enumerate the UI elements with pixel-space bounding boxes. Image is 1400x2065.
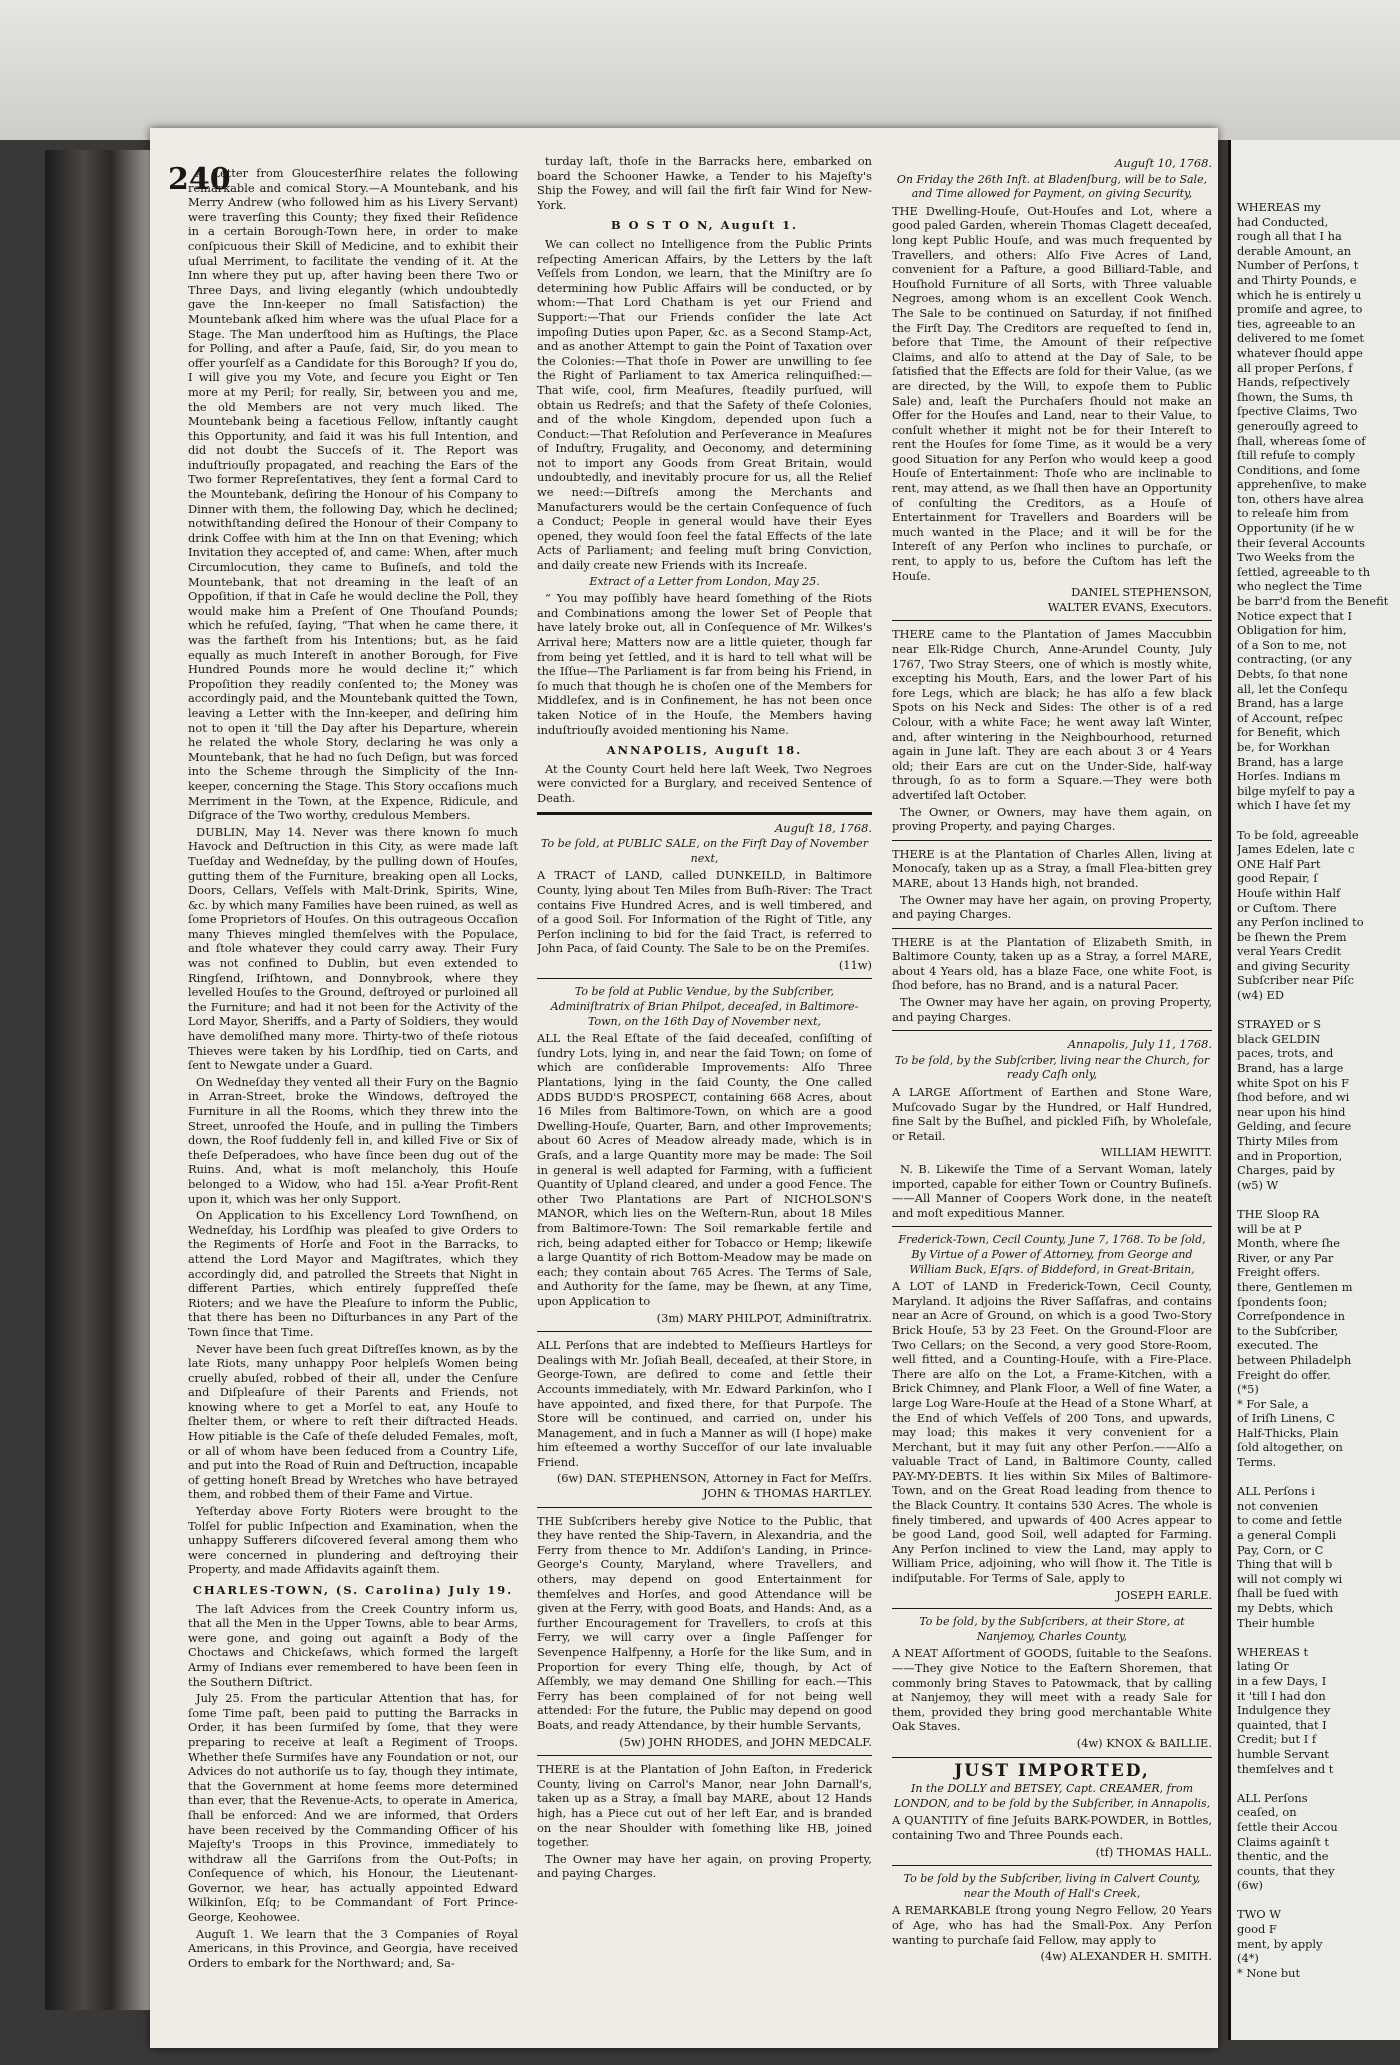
facing-page-line: ſold altogether, on bbox=[1237, 1440, 1343, 1455]
ad-signature bbox=[892, 585, 1212, 614]
facing-page-line: To be ſold, agreeable bbox=[1237, 827, 1359, 842]
facing-page-line: contracting, (or any bbox=[1237, 652, 1352, 667]
charlestown-articles bbox=[188, 1602, 518, 1971]
ad-heading: To be ſold, by the Subſcriber, living near the Church, for ready Caſh only, bbox=[894, 1053, 1210, 1082]
facing-page-line: Month, where ſhe bbox=[1237, 1236, 1340, 1251]
facing-page-line: ton, others have alrea bbox=[1237, 491, 1364, 506]
facing-page-line: ſpondents ſoon; bbox=[1237, 1294, 1328, 1309]
annapolis-heading: ANNAPOLIS, Auguſt 18. bbox=[606, 743, 803, 758]
article-paragraph: DUBLIN, May 14. Never was there known ſo much Havock and Deſtruction in this City, as were made laſt Tueſday and Wedneſday, by the pulling down of Houſes, gutting them of the Furniture, breaking open all Locks, Doors, Cellars, Veſſels with Malt-Drink, Spirits, Wine, &c. by which many Families have been ruined, as well as ſome Proprietors of Houſes. On this outrageous Occaſion many Thieves mingled themſelves with the Populace, and ſtole whatever they could carry away. Their Fury was not confined to Dublin, but even extended to Ringſend, Iriſhtown, and Donnybrook, where they levelled Houſes to the Ground, deſtroyed or purloined all the Furniture; and had it not been for the Activity of the Lord Mayor, Sheriffs, and a Party of Soldiers, they would have demoliſhed many more. Thirty-two of theſe riotous Thieves were taken by his Lordſhip, tied on Carts, and ſent to Newgate under a Guard. bbox=[188, 824, 518, 1073]
facing-page-line: lating Or bbox=[1237, 1659, 1289, 1674]
divider bbox=[537, 1507, 872, 1508]
ad-signature bbox=[892, 1949, 1212, 1964]
executors-role: Executors. bbox=[1150, 599, 1212, 614]
facing-page-line: to releaſe him from bbox=[1237, 506, 1349, 521]
facing-page-line: Thirty Miles from bbox=[1237, 1134, 1339, 1148]
facing-page-line: (w5) W bbox=[1237, 1177, 1279, 1192]
facing-page-line: Their humble bbox=[1237, 1615, 1315, 1630]
ad-signature: WILLIAM HEWITT. bbox=[1100, 1145, 1212, 1160]
ad-heading: Frederick-Town, Cecil County, June 7, 1768. To be ſold, By Virtue of a Power of Attorney, from George and William Buck, Eſqrs. of Biddeford, in Great-Britain, bbox=[898, 1233, 1206, 1276]
facing-page-line: Subſcriber near Piſc bbox=[1237, 973, 1355, 988]
facing-page-line: Thing that will b bbox=[1237, 1557, 1333, 1572]
facing-page-line: Number of Perſons, t bbox=[1237, 258, 1359, 273]
book-spine bbox=[45, 150, 155, 2010]
article-paragraph: The laſt Advices from the Creek Country inform us, that all the Men in the Upper Towns, able to bear Arms, were gone, and going out againſt a Body of the Choctaws and Chickeſaws, which formed the largeſt Army of Indians ever remembered to have been ſeen in the Southern Diſtrict. bbox=[188, 1601, 518, 1689]
facing-page-column bbox=[1237, 200, 1400, 2030]
ad-lot-of-land: A LOT of LAND in Frederick-Town, Cecil County, Maryland. It adjoins the River Saſſafras, and contains near an Acre of Ground, on which is a good Two-Story Brick Houſe, 53 by 23 Feet. On the Ground-Floor are Two Cellars; on the Second, a very good Store-Room, well fitted, and a Counting-Houſe, with a Fire-Place. There are alſo on the Lot, a Frame-Kitchen, with a Brick Chimney, and Plank Floor, a Well of fine Water, a large Log Ware-Houſe at the Head of a Stone Wharf, at the End of which Veſſels of 200 Tons, and upwards, may load; this makes it very convenient for a Merchant, but it may ſuit any other Perſon.——Alſo a valuable Tract of Land, in Baltimore County, called PAY-MY-DEBTS. It lies within Six Miles of Baltimore-Town, and on the Great Road leading from thence to the Black Country. It contains 530 Acres. The whole is finely timbered, and upwards of 400 Acres appear to be good Land, good Soil, well adapted for Farming. Any Perſon inclined to view the Land, may apply to William Price, adjoining, who will ſhow it. The Title is indiſputable. For Terms of Sale, apply to bbox=[892, 1279, 1212, 1586]
facing-page-line: executed. The bbox=[1237, 1338, 1319, 1353]
ad-signature: (5w) JOHN RHODES, and JOHN MEDCALF. bbox=[619, 1734, 872, 1749]
facing-page-line: generouſly agreed to bbox=[1237, 418, 1359, 433]
facing-page-line: their ſeveral Accounts bbox=[1237, 535, 1365, 550]
article-paragraph: A Letter from Gloucesterſhire relates the following remarkable and comical Story.—A Mountebank, and his Merry Andrew (who followed him as his Livery Servant) were traverſing this County; they fixed their Reſidence in a certain Borough-Town here, in order to make conſpicuous their Skill of Medicine, and to exhibit their uſual Merriment, to facilitate the vending of it. At the Inn where they put up, after having been there Two or Three Days, and living elegantly (which undoubtedly gave the Inn-keeper no ſmall Satisfaction) the Mountebank aſked him where was the uſual Place for a Stage. The Man underſtood him as Huſtings, the Place for Polling, and after a Pauſe, ſaid, Sir, do you mean to offer yourſelf as a Candidate for this Borough? If you do, I will give you my Vote, and ſecure you Eight or Ten more at my Peril; for really, Sir, between you and me, the old Members are not very much liked. The Mountebank being a facetious Fellow, inſtantly caught this Opportunity, and ſaid it was his full Intention, and did not doubt the Succeſs of it. The Report was induſtriouſly propagated, and reaching the Ears of the Two former Repreſentatives, they ſent a formal Card to the Mountebank, deſiring the Honour of his Company to Dinner with them, the following Day, which he declined; notwithſtanding deſired the Honour of their Company to drink Coffee with him at the Inn on that Evening; which Invitation they accepted of, and came: When, after much Circumlocution, they came to Buſineſs, and told the Mountebank, that not dreaming in the leaſt of an Oppoſition, if that in Caſe he would decline the Poll, they would make him a Preſent of One Thouſand Pounds; which he refuſed, ſaying, “That when he came there, it was the fartheſt from his Intentions; but, as he ſaid equally as much Intereſt in another Borough, for Five Hundred Pounds more he would decline it;” which Propoſition they readily conſented to; the Money was accordingly paid, and the Mountebank quitted the Town, leaving a Letter with the Inn-keeper, and deſiring him not to open it 'till the Day after his Departure, wherein he related the whole Story, declaring he was only a Mountebank, that he had no ſuch Deſign, but was forced into the Scheme through the Simplicity of the Inn-keeper, concerning the Stage. This Story occaſions much Merriment in the Town, at the Expence, Ridicule, and Diſgrace of the Two worthy, credulous Members. bbox=[188, 166, 518, 823]
ad-heading: To be ſold at Public Vendue, by the Subſcriber, Adminiſtratrix of Brian Philpot, deceaſed, in Baltimore-Town, on the 16th Day of November next, bbox=[550, 985, 859, 1028]
ad-negro-fellow: A REMARKABLE ſtrong young Negro Fellow, 20 Years of Age, who has had the Small-Pox. Any Perſon wanting to purchaſe ſaid Fellow, may apply to bbox=[892, 1903, 1212, 1947]
facing-page-line: Charges, paid by bbox=[1237, 1163, 1335, 1178]
divider bbox=[892, 1608, 1212, 1609]
facing-page-line: whatever ſhould appe bbox=[1237, 345, 1363, 360]
facing-page-line: thentic, and the bbox=[1237, 1849, 1329, 1864]
ad-grey-mare: THERE is at the Plantation of Charles Allen, living at Monocaſy, taken up as a Stray, a ſmall Flea-bitten grey MARE, about 13 Hands high, not branded. bbox=[892, 846, 1212, 890]
facing-page-line: Notice expect that I bbox=[1237, 608, 1352, 623]
ad-sorrel-mare-end: The Owner may have her again, on proving Property, and paying Charges. bbox=[892, 995, 1212, 1024]
ad-code: (11w) bbox=[838, 957, 872, 972]
facing-page bbox=[1228, 140, 1400, 2040]
facing-page-line: which I have ſet my bbox=[1237, 798, 1351, 813]
ad-heading: In the DOLLY and BETSEY, Capt. CREAMER, from LONDON, and to be ſold by the Subſcriber, in Annapolis, bbox=[893, 1782, 1211, 1810]
facing-page-line: who neglect the Time bbox=[1237, 579, 1362, 594]
facing-page-line: to come and ſettle bbox=[1237, 1513, 1342, 1528]
facing-page-line: black GELDIN bbox=[1237, 1031, 1321, 1046]
facing-page-line: or Cuſtom. There bbox=[1237, 900, 1337, 915]
facing-page-line: be ſhewn the Prem bbox=[1237, 929, 1347, 944]
facing-page-line: WHEREAS my bbox=[1237, 200, 1321, 214]
executor-2: WALTER EVANS, bbox=[1047, 599, 1147, 614]
ad-dwelling-house: THE Dwelling-Houſe, Out-Houſes and Lot, where a good paled Garden, wherein Thomas Clagett deceaſed, long kept Public Houſe, and was much frequented by Travellers, and others: Alſo Five Acres of Land, convenient for a Paſture, a good Billiard-Table, and Houſhold Furniture of all Sorts, with Three valuable Negroes, among whom is an excellent Cook Wench. The Sale to be continued on Saturday, if not finiſhed the Firſt Day. The Creditors are requeſted to ſend in, before that Time, the Amount of their reſpective Claims, and alſo to attend at the Day of Sale, to be ſatisfied that the Effects are ſold for their Value, (as we are directed, by the Will, to expoſe them to Public Sale) and, leaſt the Purchaſers ſhould not make an Offer for the Houſes and Land, near to their Value, to conſult whether it might not be for their Intereſt to rent the Houſes for ſome Time, as it would be a very good Situation for any Perſon who would keep a good Houſe of Entertainment: Thoſe who are inclinable to rent, may attend, as we ſhall then have an Opportunity of conſulting the Creditors, as a Houſe of Entertainment for Travellers and Boarders will be much wanted in the Place; and it will be for the Intereſt of any Perſon who inclines to purchaſe, or rent, to apply to us, before the Cuſtom has left the Houſe. bbox=[892, 203, 1212, 583]
facing-page-line: TWO W bbox=[1237, 1907, 1281, 1922]
ad-bark-powder: A QUANTITY of fine Jeſuits BARK-POWDER, in Bottles, containing Two and Three Pounds each. bbox=[892, 1813, 1212, 1842]
column-1 bbox=[188, 166, 518, 2036]
divider bbox=[892, 1865, 1212, 1866]
ad-signature: (6w) DAN. STEPHENSON, Attorney in Fact for Meſſrs. JOHN & THOMAS HARTLEY. bbox=[556, 1471, 872, 1501]
article-paragraph: Yeſterday above Forty Rioters were brought to the Tolſel for public Inſpection and Examination, when the unhappy Sufferers diſcovered ſeveral among them who were concerned in plundering and deſtroying their Property, and made Affidavits againſt them. bbox=[188, 1504, 518, 1577]
facing-page-line: which he is entirely u bbox=[1237, 287, 1362, 302]
ad-heading: To be ſold, by the Subſcribers, at their Store, at Nanjemoy, Charles County, bbox=[919, 1615, 1185, 1643]
facing-page-line: Half-Thicks, Plain bbox=[1237, 1425, 1339, 1440]
facing-page-line: white Spot on his F bbox=[1237, 1075, 1349, 1090]
facing-page-line bbox=[1237, 1192, 1400, 1207]
facing-page-line: ſettled, agreeable to th bbox=[1237, 564, 1371, 579]
ad-hartleys: ALL Perſons that are indebted to Meſſieurs Hartleys for Dealings with Mr. Joſiah Beall, deceaſed, at their Store, in George-Town, are deſired to come and ſettle their Accounts immediately, with Mr. Edward Parkinſon, who I have appointed, and fixed there, for that Purpoſe. The Store will be continued, and carried on, under his Management, and in ſuch a Manner as will (I hope) make him eſteemed a worthy Succeſſor of our late invaluable Friend. bbox=[537, 1338, 872, 1469]
ad-signature: JOSEPH EARLE. bbox=[1116, 1587, 1212, 1602]
facing-page-line: delivered to me ſomet bbox=[1237, 331, 1365, 346]
facing-page-line: Pay, Corn, or C bbox=[1237, 1542, 1324, 1557]
facing-page-line: * None but bbox=[1237, 1965, 1301, 1980]
facing-page-line: THE Sloop RA bbox=[1237, 1206, 1320, 1221]
divider bbox=[537, 1331, 872, 1332]
facing-page-line: it 'till I had don bbox=[1237, 1688, 1326, 1703]
facing-page-line: Brand, has a large bbox=[1237, 696, 1344, 711]
facing-page-line: Houſe within Half bbox=[1237, 885, 1341, 900]
article-paragraph: Auguſt 1. We learn that the 3 Companies of Royal Americans, in this Province, and Georgia, have received Orders to embark for the Northward; and, Sa- bbox=[188, 1926, 518, 1970]
facing-page-line: paces, trots, and bbox=[1237, 1046, 1334, 1061]
ad-code: (tf) bbox=[1095, 1844, 1114, 1859]
facing-page-line: Claims againſt t bbox=[1237, 1834, 1329, 1849]
ad-signer: ALEXANDER H. SMITH. bbox=[1070, 1949, 1212, 1964]
ad-signer: KNOX & BAILLIE. bbox=[1106, 1735, 1212, 1750]
ad-dunkeild: A TRACT of LAND, called DUNKEILD, in Baltimore County, lying about Ten Miles from Buſh-River: The Tract contains Five Hundred Acres, and is well timbered, and of a good Soil. For Information of the Right of Title, any Perſon inclining to bid for the ſaid Tract, is referred to John Paca, of ſaid County. The Sale to be on the Premiſes. bbox=[537, 868, 872, 956]
ad-goods: A NEAT Aſſortment of GOODS, ſuitable to the Seaſons.——They give Notice to the Eaſtern Shoremen, that commonly bring Staves to Patowmack, that by calling at Nanjemoy, they will meet with a ready Sale for them, provided they bring good merchantable White Oak Staves. bbox=[892, 1646, 1212, 1734]
facing-page-line: rough all that I ha bbox=[1237, 229, 1342, 244]
facing-page-line: and giving Security bbox=[1237, 958, 1350, 973]
facing-page-line: any Perſon inclined to bbox=[1237, 915, 1364, 930]
extract-article: “ You may poſſibly have heard ſomething of the Riots and Combinations among the lower Set of People that have lately broke out, all in Conſequence of Mr. Wilkes's Arrival here; Matters now are a little quieter, though far from being yet ſettled, and it is hard to tell what will be the Iſſue—The Parliament is far from being his Friend, in ſo much that though he is choſen one of the Members for Middleſex, and is in Confinement, he has not been once taken Notice of in the Houſe, the Members having induſtriouſly avoided mentioning his Name. bbox=[537, 591, 872, 737]
page-number: 240 bbox=[168, 162, 231, 197]
ad-heading: To be ſold by the Subſcriber, living in Calvert County, near the Mouth of Hall's Creek, bbox=[903, 1872, 1201, 1900]
facing-page-line: to the Subſcriber, bbox=[1237, 1323, 1339, 1338]
facing-page-line: Two Weeks from the bbox=[1237, 550, 1355, 565]
facing-page-line: of Account, reſpec bbox=[1237, 710, 1343, 725]
facing-page-line: (*5) bbox=[1237, 1382, 1259, 1397]
facing-page-line: (4*) bbox=[1237, 1951, 1259, 1966]
ad-earthenware: A LARGE Aſſortment of Earthen and Stone Ware, Muſcovado Sugar by the Hundred, or Half Hundred, fine Salt by the Buſhel, and pickled Fiſh, by Wholeſale, or Retail. bbox=[892, 1085, 1212, 1143]
column-3 bbox=[892, 154, 1212, 2039]
ad-stray-mare-end: The Owner may have her again, on proving Property, and paying Charges. bbox=[537, 1851, 872, 1881]
scan-background bbox=[0, 0, 1400, 140]
facing-page-line bbox=[1237, 1470, 1400, 1485]
divider bbox=[892, 1030, 1212, 1031]
facing-page-line: will be at P bbox=[1237, 1221, 1302, 1236]
facing-page-line: a general Compli bbox=[1237, 1528, 1336, 1543]
facing-page-line: all, let the Conſequ bbox=[1237, 681, 1348, 696]
facing-page-line: ſtill refuſe to comply bbox=[1237, 448, 1356, 463]
facing-page-line: my Debts, which bbox=[1237, 1601, 1334, 1615]
ad-date: Auguſt 18, 1768. bbox=[775, 820, 872, 835]
facing-page-line bbox=[1237, 1003, 1400, 1018]
facing-page-line: Hands, reſpectively bbox=[1237, 375, 1350, 390]
facing-page-line: counts, that they bbox=[1237, 1863, 1335, 1878]
facing-page-line: ceaſed, on bbox=[1237, 1805, 1297, 1820]
facing-page-line: ſhall be ſued with bbox=[1237, 1586, 1339, 1601]
facing-page-line: James Edelen, late c bbox=[1237, 842, 1355, 857]
extract-heading: Extract of a Letter from London, May 25. bbox=[589, 574, 820, 588]
facing-page-line: bilge myſelf to pay a bbox=[1237, 783, 1355, 798]
facing-page-line: Brand, has a large bbox=[1237, 1061, 1344, 1076]
facing-page-line bbox=[1237, 1776, 1400, 1791]
facing-page-line: ſhall, whereas ſome of bbox=[1237, 433, 1366, 448]
facing-page-line: (w4) ED bbox=[1237, 988, 1284, 1003]
facing-page-line: (6w) bbox=[1237, 1878, 1263, 1893]
facing-page-line: apprehenſive, to make bbox=[1237, 477, 1367, 492]
facing-page-line: River, or any Par bbox=[1237, 1250, 1334, 1265]
facing-page-line: ſettle their Accou bbox=[1237, 1819, 1338, 1834]
ad-code: (4w) bbox=[1040, 1949, 1067, 1964]
facing-page-line: not convenien bbox=[1237, 1498, 1319, 1513]
facing-page-line: ment, by apply bbox=[1237, 1936, 1323, 1951]
facing-page-line: Brand, has a large bbox=[1237, 754, 1344, 769]
ad-code: (4w) bbox=[1076, 1735, 1103, 1750]
ad-signer: THOMAS HALL. bbox=[1116, 1844, 1212, 1859]
facing-page-line: ſhod before, and wi bbox=[1237, 1090, 1350, 1105]
executor-1: DANIEL STEPHENSON, bbox=[1071, 585, 1212, 600]
ad-heading: On Friday the 26th Inſt. at Bladenſburg, will be to Sale, and Time allowed for Payment, on giving Security, bbox=[896, 172, 1208, 201]
facing-page-line: Credit; but I f bbox=[1237, 1732, 1317, 1747]
facing-page-line: there, Gentlemen m bbox=[1237, 1279, 1353, 1294]
ad-date: Annapolis, July 11, 1768. bbox=[1067, 1037, 1212, 1052]
facing-page-line bbox=[1237, 813, 1400, 828]
divider bbox=[892, 928, 1212, 929]
facing-page-line: Terms. bbox=[1237, 1455, 1277, 1470]
facing-page-line: Horſes. Indians m bbox=[1237, 769, 1341, 784]
facing-page-line: will not comply wi bbox=[1237, 1571, 1343, 1586]
article-paragraph: July 25. From the particular Attention that has, for ſome Time paſt, been paid to putting the Barracks in Order, it has been ſurmiſed by ſome, that they were preparing to receive at leaſt a Regiment of Troops. Whether theſe Surmiſes have any Foundation or not, our Advices do not authoriſe us to ſay, though they intimate, that the Government at home ſeems more determined than ever, that the Revenue-Acts, to operate in America, ſhall be enforced: And we are informed, that Orders have been received by the Commanding Officer of his Majeſty's Troops in this Province, immediately to withdraw all the Garriſons from the Out-Poſts; in Conſequence of which, his Honour, the Lieutenant-Governor, we hear, has actually appointed Edward Wilkinſon, Eſq; to be Commandant of Fort Prince-George, Keohowee. bbox=[188, 1691, 518, 1925]
charlestown-heading: CHARLES-TOWN, (S. Carolina) July 19. bbox=[192, 1583, 514, 1597]
column-1-articles bbox=[188, 166, 518, 1577]
facing-page-line bbox=[1237, 1893, 1400, 1908]
facing-page-line: Freight do offer. bbox=[1237, 1367, 1331, 1382]
facing-page-line: be, for Workhan bbox=[1237, 739, 1331, 754]
facing-page-line: Gelding, and ſecure bbox=[1237, 1119, 1352, 1134]
divider bbox=[892, 840, 1212, 841]
divider bbox=[892, 1757, 1212, 1758]
ad-earthenware-nb: N. B. Likewiſe the Time of a Servant Woman, lately imported, capable for either Town or Country Buſineſs.——All Manner of Coopers Work done, in the neateſt and moſt expeditious Manner. bbox=[892, 1162, 1212, 1220]
facing-page-line: ſhown, the Sums, th bbox=[1237, 389, 1353, 404]
just-imported-heading: JUST IMPORTED, bbox=[954, 1760, 1150, 1781]
facing-page-line: promiſe and agree, to bbox=[1237, 302, 1363, 317]
facing-page-line: had Conducted, bbox=[1237, 214, 1329, 229]
facing-page-line: Correſpondence in bbox=[1237, 1309, 1345, 1324]
divider bbox=[892, 620, 1212, 621]
facing-page-line: good F bbox=[1237, 1922, 1277, 1937]
facing-page-line: be barr'd from the Benefit bbox=[1237, 594, 1389, 609]
col2-lead: turday laſt, thoſe in the Barracks here, embarked on board the Schooner Hawke, a Tender to his Majeſty's Ship the Fowey, and will ſail the firſt fair Wind for New-York. bbox=[537, 154, 872, 212]
divider bbox=[537, 1755, 872, 1756]
facing-page-line: derable Amount, an bbox=[1237, 243, 1352, 258]
facing-page-line: * For Sale, a bbox=[1237, 1396, 1309, 1411]
article-paragraph: On Application to his Excellency Lord Townſhend, on Wedneſday, his Lordſhip was pleaſed to give Orders to the Regiments of Horſe and Foot in the Barracks, to attend the Lord Mayor and Magiſtrates, which they accordingly did, and patrolled the Streets that Night in different Parties, which entirely ſuppreſſed theſe Rioters; and we have the Pleaſure to inform the Public, that there has been no Diſturbances in any Part of the Town ſince that Time. bbox=[188, 1208, 518, 1339]
facing-page-line: of a Son to me, not bbox=[1237, 637, 1347, 652]
facing-page-line: themſelves and t bbox=[1237, 1761, 1334, 1776]
facing-page-line: all proper Perſons, f bbox=[1237, 360, 1353, 375]
facing-page-line: veral Years Credit bbox=[1237, 944, 1342, 959]
facing-page-line: and Thirty Pounds, e bbox=[1237, 272, 1357, 287]
ad-date: Auguſt 10, 1768. bbox=[1115, 156, 1212, 170]
facing-page-line: ſpective Claims, Two bbox=[1237, 404, 1358, 419]
facing-page-line: WHEREAS t bbox=[1237, 1644, 1309, 1659]
facing-page-line: ALL Perſons i bbox=[1237, 1484, 1315, 1499]
facing-page-line: Indulgence they bbox=[1237, 1703, 1331, 1718]
ad-heading: To be ſold, at PUBLIC SALE, on the Firſt Day of November next, bbox=[541, 837, 868, 865]
article-paragraph: On Wedneſday they vented all their Fury on the Bagnio in Arran-Street, broke the Windows, deſtroyed the Furniture in all the Rooms, which they threw into the Street, unroofed the Houſe, and in pulling the Timbers down, the Roof ſuddenly fell in, and killed Five or Six of theſe Deſperadoes, who have ſince been dug out of the Ruins. And, what is moſt melancholy, this Houſe belonged to a Widow, who had 15l. a-Year Profit-Rent upon it, which was her only Support. bbox=[188, 1074, 518, 1206]
ad-stray-steers-end: The Owner, or Owners, may have them again, on proving Property, and paying Charges. bbox=[892, 804, 1212, 834]
facing-page-line: Obligation for him, bbox=[1237, 623, 1347, 638]
article-paragraph: Never have been ſuch great Diſtreſſes known, as by the late Riots, many unhappy Poor helpleſs Women being cruelly abuſed, robbed of their all, under the Cenſure and Diſpleaſure of their Parents and Friends, not knowing where to get a Morſel to eat, any Houſe to ſhelter them, or where to reſt their diſtracted Heads. How pitiable is the Caſe of theſe deluded Females, moſt, or all of whom have been ſeduced from a Country Life, and put into the Road of Ruin and Deſtruction, incapable of getting honeſt Bread by Wretches who have betrayed them, and robbed them of their Fame and Virtue. bbox=[188, 1341, 518, 1502]
facing-page-line: near upon his hind bbox=[1237, 1104, 1346, 1119]
facing-page-line: Conditions, and ſome bbox=[1237, 462, 1360, 477]
facing-page-line: humble Servant bbox=[1237, 1746, 1329, 1761]
facing-page-line: between Philadelph bbox=[1237, 1352, 1352, 1367]
facing-page-line: STRAYED or S bbox=[1237, 1017, 1322, 1032]
facing-page-line bbox=[1237, 1630, 1400, 1645]
facing-page-line: Freight offers. bbox=[1237, 1265, 1321, 1280]
facing-page-line: quainted, that I bbox=[1237, 1717, 1327, 1732]
facing-page-line: of Iriſh Linens, C bbox=[1237, 1411, 1335, 1426]
ad-signature: (3m) MARY PHILPOT, Adminiſtratrix. bbox=[656, 1310, 872, 1325]
facing-page-line: in a few Days, I bbox=[1237, 1673, 1327, 1688]
ad-philpot: ALL the Real Eſtate of the ſaid deceaſed, conſiſting of ſundry Lots, lying in, and near the ſaid Town; on ſome of which are conſiderable Improvements: Alſo Three Plantations, lying in the ſaid County, the One called ADDS BUDD'S PROSPECT, containing 668 Acres, about 16 Miles from Baltimore-Town, on which are a good Dwelling-Houſe, Quarter, Barn, and other Improvements; about 60 Acres of Meadow already made, which is in Graſs, and a large Quantity more may be made: The Soil in general is well adapted for Farming, with a ſufficient Quantity of Upland cleared, and under a good Fence. The other Two Plantations are Part of NICHOLSON'S MANOR, which lies on the Weſtern-Run, about 18 Miles from Baltimore-Town: The Soil remarkable fertile and rich, being adapted either for Tobacco or Hemp; likewiſe a large Quantity of rich Bottom-Meadow may be made on each; they contain about 765 Acres. The Terms of Sale, and Authority for the ſame, may be ſhewn, at any Time, upon Application to bbox=[537, 1031, 872, 1308]
ad-sorrel-mare: THERE is at the Plantation of Elizabeth Smith, in Baltimore County, taken up as a Stray, a ſorrel MARE, about 4 Years old, has a blaze Face, one white Foot, is ſhod before, has no Brand, and is a natural Pacer. bbox=[892, 934, 1212, 993]
facing-page-line: Debts, ſo that none bbox=[1237, 667, 1348, 681]
ad-signature bbox=[892, 1736, 1212, 1751]
column-2 bbox=[537, 154, 872, 2039]
divider bbox=[537, 812, 872, 815]
facing-page-line: Opportunity (if he w bbox=[1237, 521, 1355, 536]
facing-page-line: ONE Half Part bbox=[1237, 856, 1321, 871]
boston-heading: B O S T O N, Auguſt 1. bbox=[611, 218, 798, 233]
facing-page-line: good Repair, ſ bbox=[1237, 871, 1318, 886]
ad-ship-tavern: THE Subſcribers hereby give Notice to the Public, that they have rented the Ship-Tavern, in Alexandria, and the Ferry from thence to Mr. Addiſon's Landing, in Prince-George's County, Maryland, where Travellers, and others, may depend on good Entertainment for themſelves and Horſes, and good Attendance will be given at the Ferry, with good Boats, and Hands: And, as a further Encouragement for Travellers, to croſs at this Ferry, we will carry over a ſingle Paſſenger for Sevenpence Halfpenny, a Horſe for the like Sum, and in Proportion for every Thing elſe, though, by Act of Aſſembly, we may demand One Shilling for each.—This Ferry has been complained of for not being well attended: For the future, the Public may depend on good Boats, and ready Attendance, by their humble Servants, bbox=[537, 1513, 872, 1732]
ad-stray-mare: THERE is at the Plantation of John Eaſton, in Frederick County, living on Carrol's Manor, near John Darnall's, taken up as a Stray, a ſmall bay MARE, about 12 Hands high, has a Piece cut out of her left Ear, and is branded on the near Shoulder with ſomething like HB, joined together. bbox=[537, 1762, 872, 1850]
facing-page-line: and in Proportion, bbox=[1237, 1148, 1343, 1163]
ad-stray-steers: THERE came to the Plantation of James Maccubbin near Elk-Ridge Church, Anne-Arundel County, July 1767, Two Stray Steers, one of which is mostly white, excepting his Mouth, Ears, and the lower Part of his fore Legs, which are black; he has alſo a few black Spots on his Neck and Sides: The other is of a red Colour, with a white Face; he went away laſt Winter, and, after wintering in the Neighbourhood, returned again in June laſt. They are each about 3 or 4 Years old; their Ears are cut on the Under-Side, half-way through, ſo as to form a Square.—They were both advertiſed laſt October. bbox=[892, 627, 1212, 802]
ad-grey-mare-end: The Owner may have her again, on proving Property, and paying Charges. bbox=[892, 892, 1212, 922]
annapolis-article: At the County Court held here laſt Week, Two Negroes were convicted for a Burglary, and received Sentence of Death. bbox=[537, 761, 872, 805]
facing-page-line: for Benefit, which bbox=[1237, 725, 1341, 740]
divider bbox=[892, 1226, 1212, 1227]
facing-page-line: ties, agreeable to an bbox=[1237, 316, 1356, 331]
newspaper-page bbox=[150, 128, 1218, 2048]
divider bbox=[537, 978, 872, 979]
ad-signature bbox=[892, 1845, 1212, 1860]
facing-page-line: ALL Perſons bbox=[1237, 1790, 1308, 1805]
boston-article: We can collect no Intelligence from the Public Prints reſpecting American Affairs, by the Letters by the laſt Veſſels from London, we learn, that the Miniſtry are ſo determining how Public Affairs will be conducted, or by whom:—That Lord Chatham is yet our Friend and Support:—That our Friends conſider the late Act impoſing Duties upon Paper, &c. as a Second Stamp-Act, and as another Attempt to gain the Point of Taxation over the Colonies:—That thoſe in Power are unwilling to ſee the Right of Parliament to tax America relinquiſhed:—That wiſe, cool, firm Meaſures, ſteadily purſued, will obtain us Redreſs; and that the Safety of theſe Colonies, and of the whole Kingdom, depended upon ſuch a Conduct:—That Reſolution and Perſeverance in Meaſures of Induſtry, Frugality, and Oeconomy, and determining not to import any Goods from Great Britain, would undoubtedly, and inevitably procure for us, all the Relief we need:—Diſtreſs among the Merchants and Manufacturers would be the certain Conſequence of ſuch a Conduct; People in general would have their Eyes opened, they would ſoon feel the fatal Effects of the late Acts of Parliament; and feeling muſt bring Conviction, and daily create new Friends with its Increaſe. bbox=[537, 236, 872, 573]
